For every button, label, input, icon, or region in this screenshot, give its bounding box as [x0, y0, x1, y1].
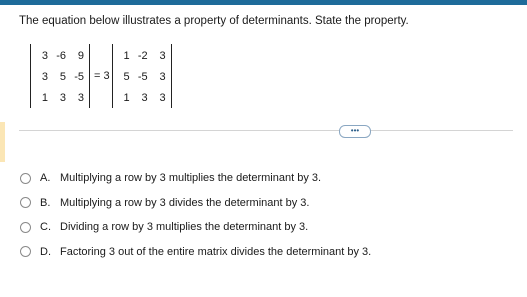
radio-button[interactable] [20, 173, 31, 184]
option-b[interactable] [20, 191, 371, 216]
option-a[interactable] [20, 166, 371, 191]
radio-button[interactable] [20, 222, 31, 233]
option-text: Multiplying a row by 3 divides the determinant by 3. [60, 196, 310, 209]
more-options-button[interactable]: ••• [339, 125, 371, 138]
matrix-cell: 5 [123, 70, 130, 83]
radio-button[interactable] [20, 246, 31, 257]
option-letter: B. [40, 196, 51, 209]
matrix-cell: 9 [77, 49, 84, 62]
right-determinant [112, 44, 172, 108]
top-accent-bar [0, 0, 527, 5]
matrix-cell: -5 [74, 70, 84, 83]
matrix-cell: 3 [141, 91, 148, 104]
matrix-cell: 5 [59, 70, 66, 83]
answer-options [20, 166, 371, 264]
matrix-cell: 3 [77, 91, 84, 104]
matrix-cell: 1 [123, 49, 130, 62]
matrix-cell: 3 [41, 70, 48, 83]
matrix-cell: 1 [41, 91, 48, 104]
matrix-cell: -2 [137, 49, 148, 62]
matrix-cell: 3 [159, 91, 166, 104]
matrix-cell: 3 [159, 49, 166, 62]
option-text: Multiplying a row by 3 multiplies the determinant by 3. [60, 172, 322, 185]
option-text: Factoring 3 out of the entire matrix divides the determinant by 3. [60, 245, 372, 258]
side-marker [0, 122, 5, 162]
matrix-cell: 1 [123, 91, 130, 104]
left-determinant [30, 44, 90, 108]
matrix-cell: 3 [159, 70, 166, 83]
section-divider [19, 130, 513, 131]
option-letter: C. [40, 221, 51, 234]
radio-button[interactable] [20, 197, 31, 208]
matrix-cell: -5 [137, 70, 148, 83]
matrix-cell: 3 [59, 91, 66, 104]
option-text: Dividing a row by 3 multiplies the determinant by 3. [60, 221, 309, 234]
matrix-cell: -6 [56, 49, 66, 62]
equals-scalar: = 3 [94, 70, 110, 82]
determinant-equation [30, 44, 172, 108]
option-letter: A. [40, 172, 51, 185]
option-c[interactable] [20, 215, 371, 240]
option-d[interactable] [20, 240, 371, 265]
option-letter: D. [40, 245, 51, 258]
matrix-cell: 3 [41, 49, 48, 62]
question-prompt: The equation below illustrates a property of determinants. State the property. [19, 15, 409, 27]
